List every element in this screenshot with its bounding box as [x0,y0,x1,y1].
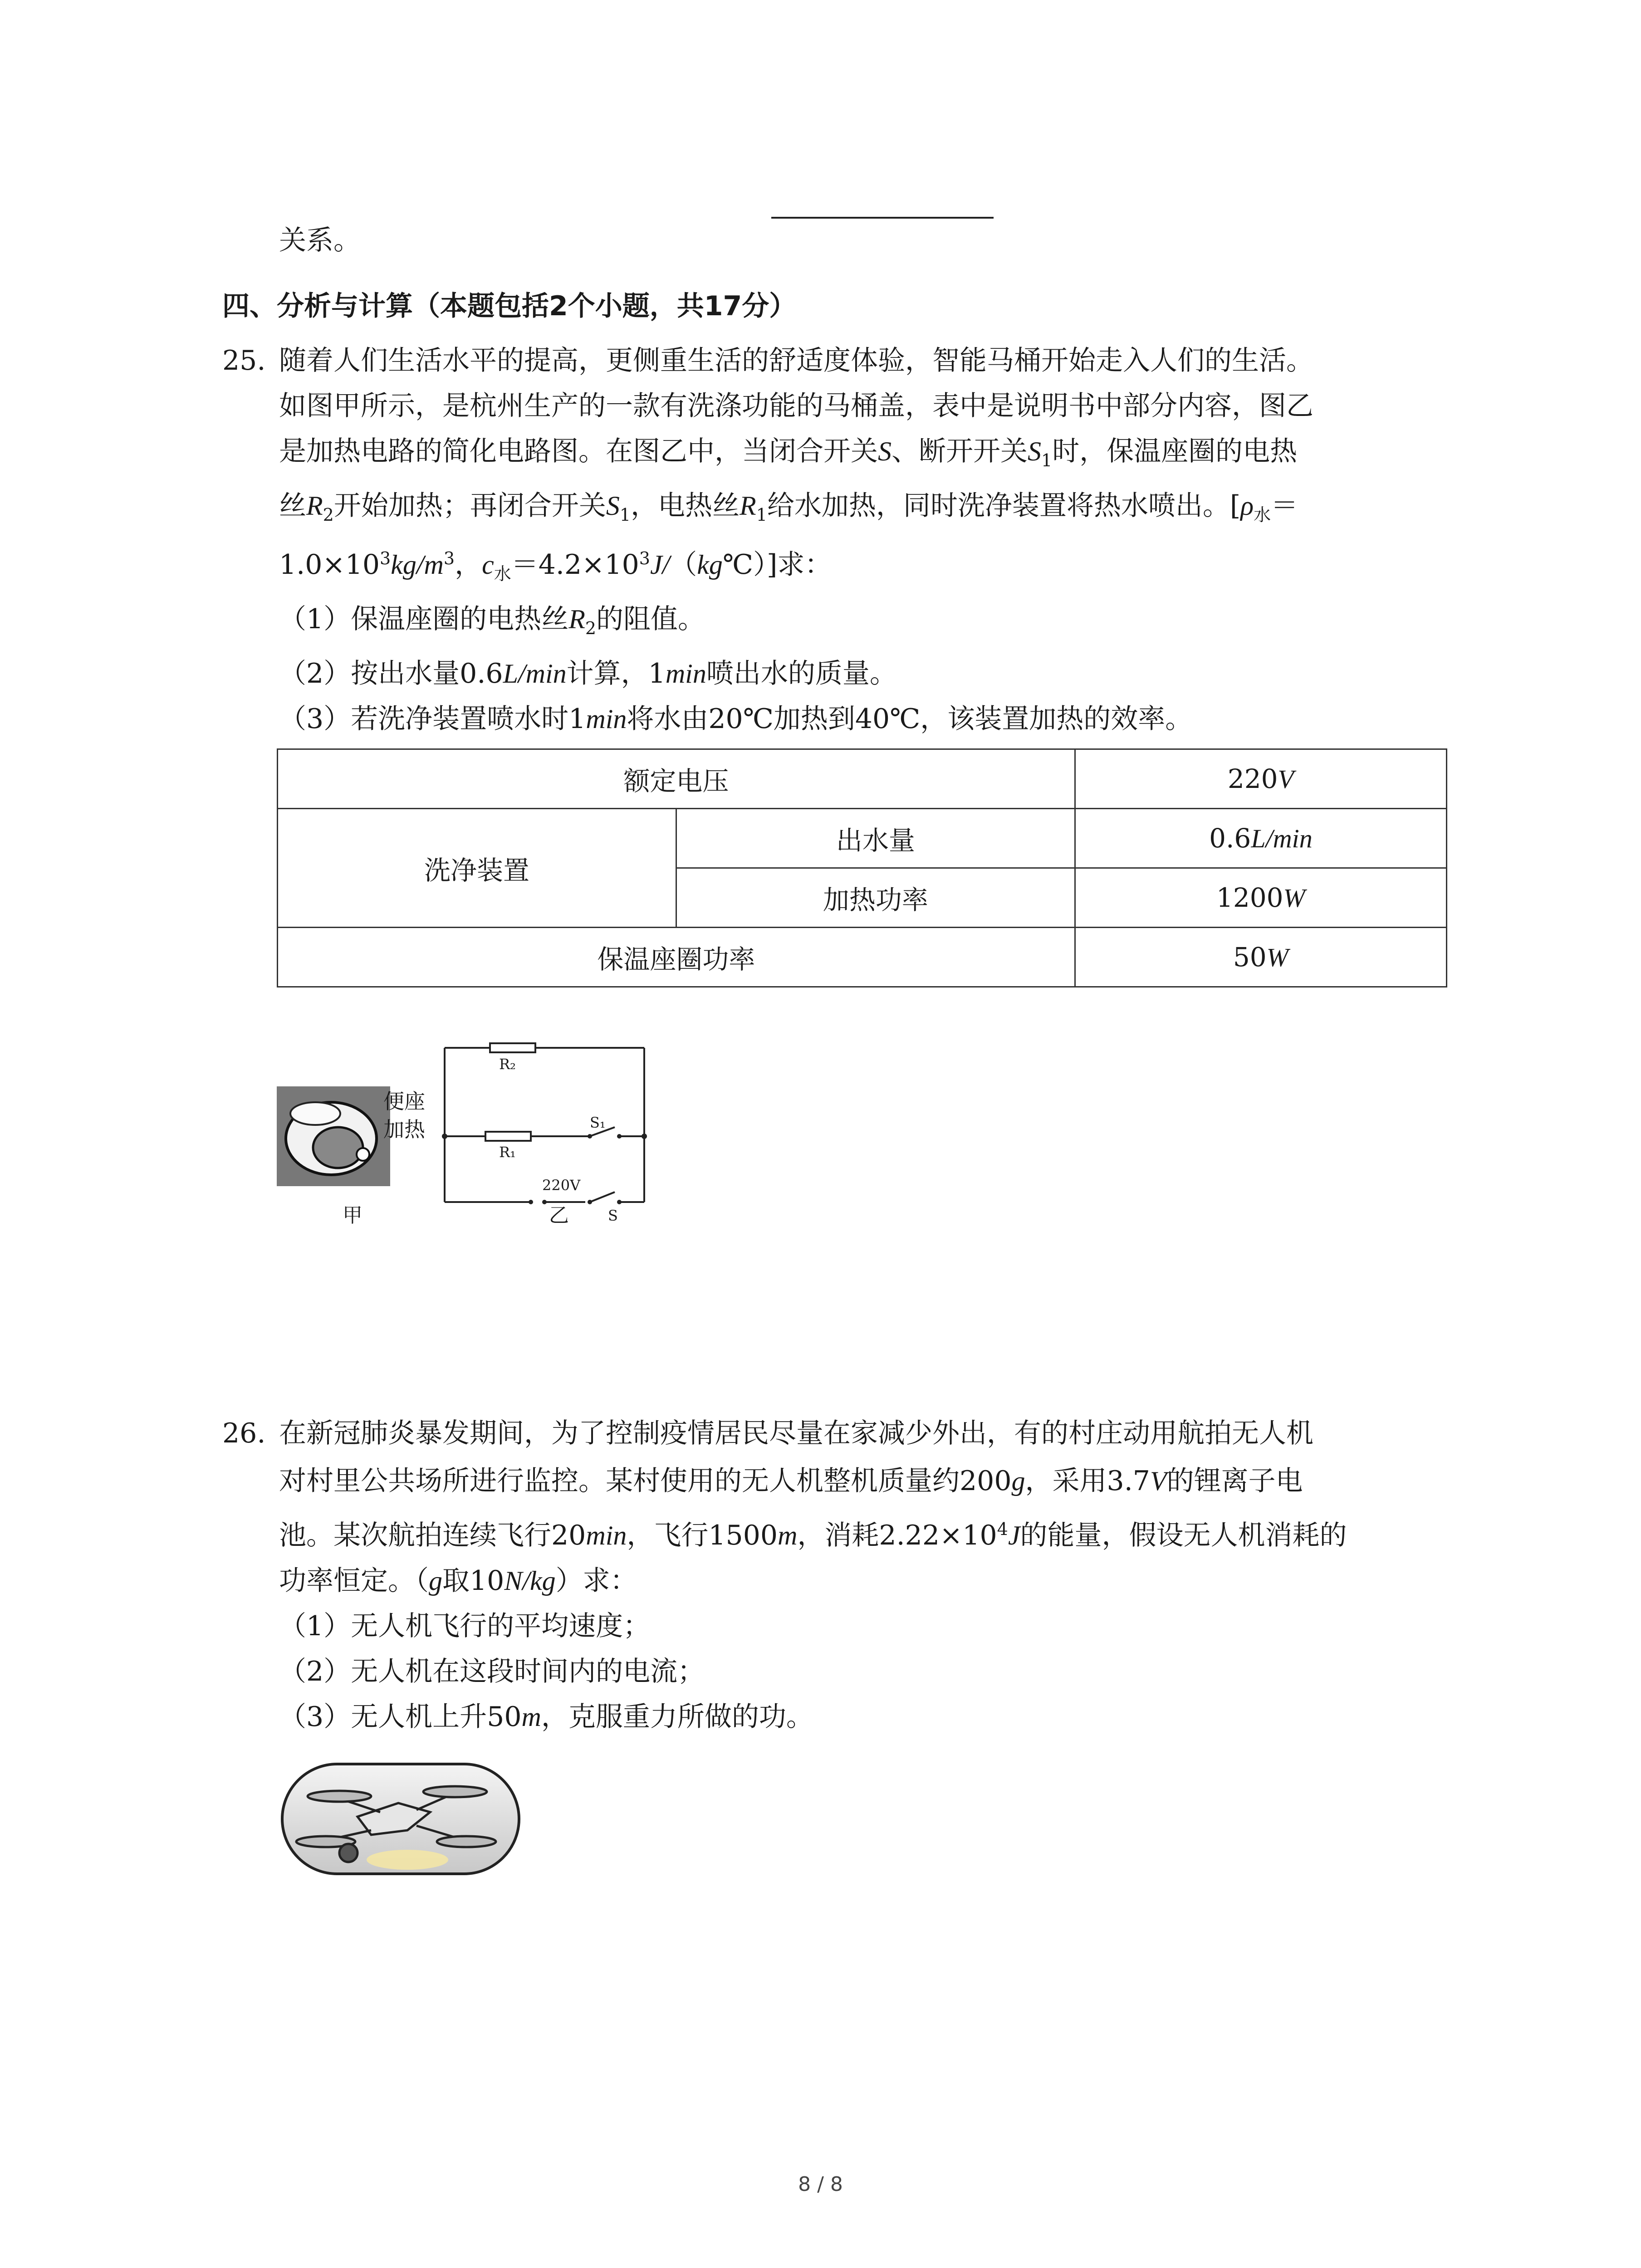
q26-sub-2: （2）无人机在这段时间内的电流； [279,1656,705,1687]
q25-number: 25. [222,345,266,376]
circuit-label-s: S [608,1207,618,1224]
table-row [278,809,1447,868]
table-cell-value: 220V [1075,749,1446,809]
q26-line-4: 功率恒定。（g取10N/kg）求： [279,1565,637,1597]
table-cell-group-label: 洗净装置 [278,809,676,928]
q26-line-2: 对村里公共场所进行监控。某村使用的无人机整机质量约200g，采用3.7V的锂离子电 [279,1465,1303,1497]
answer-blank-line [771,217,994,219]
q25-sub-2: （2）按出水量0.6L/min计算，1min喷出水的质量。 [279,658,897,689]
spec-table [277,748,1447,987]
q26-sub-1: （1）无人机飞行的平均速度； [279,1610,651,1642]
table-cell-label: 额定电压 [278,749,1075,809]
photo-label-2: 加热 [383,1117,425,1142]
q25-line-4: 丝$R_2$开始加热；再闭合开关$S_1$，电热丝$R_1$给水加热，同时洗净装置将热水喷出。[$\rho_水=$ [279,490,1298,525]
table-cell-value: 0.6L/min [1075,809,1446,868]
q25-line-2: 如图甲所示，是杭州生产的一款有洗涤功能的马桶盖，表中是说明书中部分内容，图乙 [279,390,1313,422]
drone-image [280,1762,521,1876]
photo-label-1: 便座 [383,1089,425,1114]
q25-line-5: $1.0\times 10^3kg/m^3$，$c_水=4.2\times 10^3J/(kg℃)$]求： [279,548,832,584]
q26-sub-3: （3）无人机上升50m，克服重力所做的功。 [279,1701,813,1733]
table-cell-value: 50W [1075,928,1446,987]
circuit-label-r2: R₂ [499,1056,516,1073]
circuit-label-s1: S₁ [590,1114,606,1131]
q26-number: 26. [222,1418,266,1449]
table-row [278,749,1447,809]
q26-line-3: 池。某次航拍连续飞行20min，飞行1500m，消耗$2.22\times 10^4J$的能量，假设无人机消耗的 [279,1519,1347,1551]
page-number: 8 / 8 [798,2173,843,2196]
table-cell-value: 1200W [1075,868,1446,928]
section-heading: 四、分析与计算（本题包括2个小题，共17分） [222,290,797,322]
q25-sub-3: （3）若洗净装置喷水时1min将水由20℃加热到40℃，该装置加热的效率。 [279,703,1193,735]
q25-line-1: 随着人们生活水平的提高，更侧重生活的舒适度体验，智能马桶开始走入人们的生活。 [279,345,1313,376]
q25-line-3: 是加热电路的简化电路图。在图乙中，当闭合开关S、断开开关$S_1$时，保温座圈的电热 [279,435,1298,470]
figure-caption-jia: 甲 [343,1204,362,1227]
q25-sub-1: （1）保温座圈的电热丝$R_2$的阻值。 [279,603,705,638]
table-cell-label: 出水量 [676,809,1075,868]
circuit-label-r1: R₁ [499,1144,516,1161]
prev-question-tail: 关系。 [279,225,361,256]
circuit-caption-yi: 乙 [549,1204,569,1227]
table-cell-label: 加热功率 [676,868,1075,928]
table-row [278,928,1447,987]
table-cell-label: 保温座圈功率 [278,928,1075,987]
circuit-label-voltage: 220V [542,1177,581,1194]
q26-line-1: 在新冠肺炎暴发期间，为了控制疫情居民尽量在家减少外出，有的村庄动用航拍无人机 [279,1418,1313,1449]
